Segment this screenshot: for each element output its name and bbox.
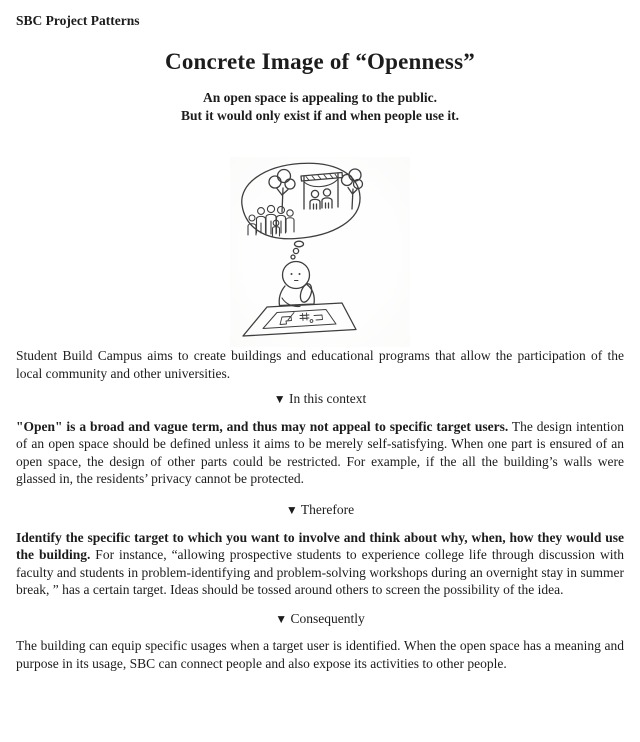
- therefore-lead-sentence: Identify the specific target to which you want to involve and think about why, when, how they would use the building.: [16, 529, 624, 563]
- down-triangle-icon: ▼: [285, 503, 298, 518]
- thinking-person-sketch-illustration: [230, 157, 410, 347]
- subtitle: [16, 89, 624, 124]
- therefore-body-text: For instance, “allowing prospective students to experience college life through discussion with faculty and students in problem-identifying and problem-solving workshops during an overnight stay in summer break, ” has a certain target. Ideas should be tossed around others to screen the possibility of the idea.: [16, 547, 625, 598]
- site-plan-table-icon: [243, 303, 356, 336]
- page-title: Concrete Image of “Openness”: [165, 49, 475, 74]
- section-heading-label: Consequently: [290, 610, 365, 626]
- section-heading-in-this-context: [16, 390, 624, 409]
- context-paragraph: [16, 418, 624, 488]
- down-triangle-icon: ▼: [275, 611, 288, 626]
- context-body-text: The design intention of an open space should be defined unless it aims to be merely self-satisfying. When one part is ensured of an open space, the design of other parts could be restricted. For example, if the all the building’s walls were glassed in, the residents’ privacy cannot be protected.: [16, 418, 624, 487]
- welcome-gate-icon: [301, 173, 343, 210]
- section-heading-therefore: [16, 501, 624, 520]
- thinking-person-icon: [279, 262, 314, 307]
- illustration-container: [16, 157, 624, 347]
- subtitle-line-2: But it would only exist if and when people use it.: [181, 107, 459, 123]
- therefore-paragraph: [16, 529, 624, 599]
- section-heading-label: Therefore: [300, 502, 355, 518]
- consequently-paragraph: The building can equip specific usages when a target user is identified. When the open space has a meaning and purpose in its usage, SBC can connect people and also expose its activities to other people.: [16, 638, 624, 672]
- down-triangle-icon: ▼: [273, 392, 286, 407]
- section-heading-consequently: [16, 610, 624, 629]
- intro-paragraph: Student Build Campus aims to create buildings and educational programs that allow the participation of the local community and other universities.: [16, 348, 624, 381]
- document-header-label: SBC Project Patterns: [16, 13, 140, 28]
- subtitle-line-1: An open space is appealing to the public.: [202, 90, 438, 105]
- section-heading-label: In this context: [289, 391, 367, 407]
- context-lead-sentence: "Open" is a broad and vague term, and thus may not appeal to specific target users.: [16, 418, 509, 434]
- crowd-of-people-icon: [248, 205, 294, 236]
